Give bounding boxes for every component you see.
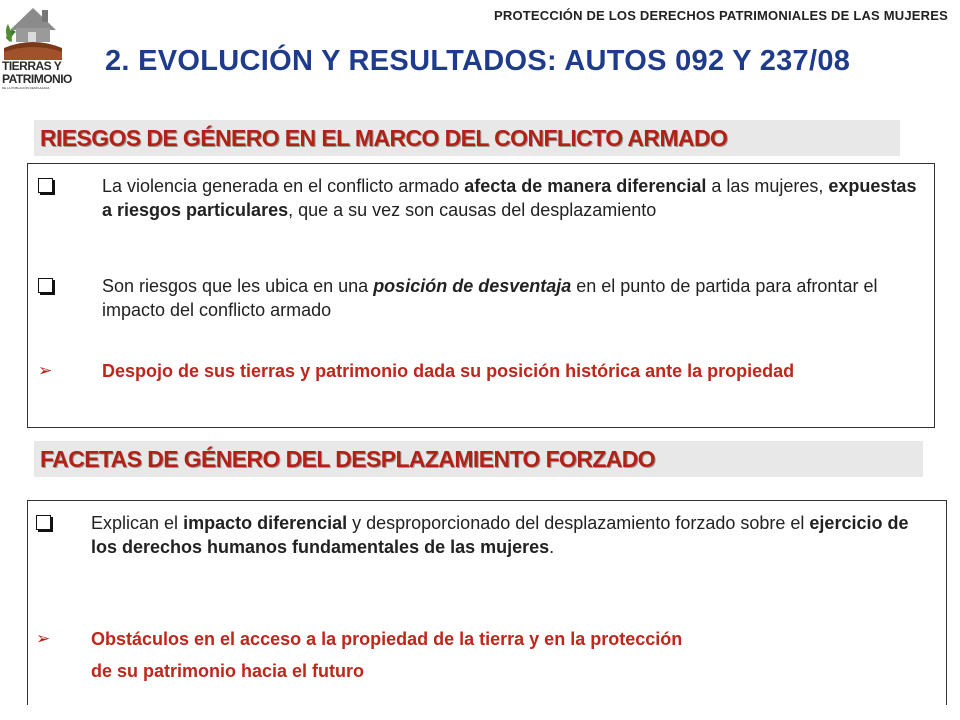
- section2-item-1: [36, 511, 926, 559]
- logo-line-2: PATRIMONIO: [2, 72, 72, 86]
- section1-box: [27, 163, 935, 428]
- house-logo-icon: [2, 2, 64, 62]
- slide-title: 2. EVOLUCIÓN Y RESULTADOS: AUTOS 092 Y 237/08: [105, 45, 851, 77]
- checkbox-square-icon: [38, 278, 53, 293]
- section2-item-2-line-1: Obstáculos en el acceso a la propiedad de la tierra y en la protección: [91, 629, 683, 649]
- section1-item-3-text: Despojo de sus tierras y patrimonio dada su posición histórica ante la propiedad: [102, 361, 795, 381]
- section2-heading: FACETAS DE GÉNERO DEL DESPLAZAMIENTO FORZADO: [34, 441, 923, 477]
- logo-line-1: TIERRAS Y: [2, 59, 62, 73]
- section2-item-2: [36, 627, 926, 683]
- section2-item-2-line-2: de su patrimonio hacia el futuro: [91, 661, 365, 681]
- logo: [2, 2, 72, 102]
- section1-item-2-text: Son riesgos que les ubica en una posición de desventaja en el punto de partida para afrontar el impacto del conflicto armado: [102, 276, 878, 320]
- section1-heading: RIESGOS DE GÉNERO EN EL MARCO DEL CONFLICTO ARMADO: [34, 120, 900, 156]
- section1-item-3: [38, 359, 918, 383]
- arrow-bullet-icon: ➢: [36, 629, 51, 648]
- top-caption: PROTECCIÓN DE LOS DERECHOS PATRIMONIALES DE LAS MUJERES: [493, 8, 948, 23]
- logo-line-3: DE LA POBLACIÓN DESPLAZADA: [2, 86, 50, 90]
- section1-item-2: [38, 274, 918, 322]
- section2-box: [27, 500, 947, 705]
- arrow-bullet-icon: ➢: [38, 361, 53, 380]
- section1-item-1: [38, 174, 918, 222]
- checkbox-square-icon: [36, 515, 51, 530]
- checkbox-square-icon: [38, 178, 53, 193]
- section1-item-1-text: La violencia generada en el conflicto armado afecta de manera diferencial a las mujeres, expuestas a riesgos particulares, que a su vez son causas del desplazamiento: [102, 176, 917, 220]
- section2-item-1-text: Explican el impacto diferencial y desproporcionado del desplazamiento forzado sobre el ejercicio de los derechos humanos fundamentales de las mujeres.: [91, 513, 909, 557]
